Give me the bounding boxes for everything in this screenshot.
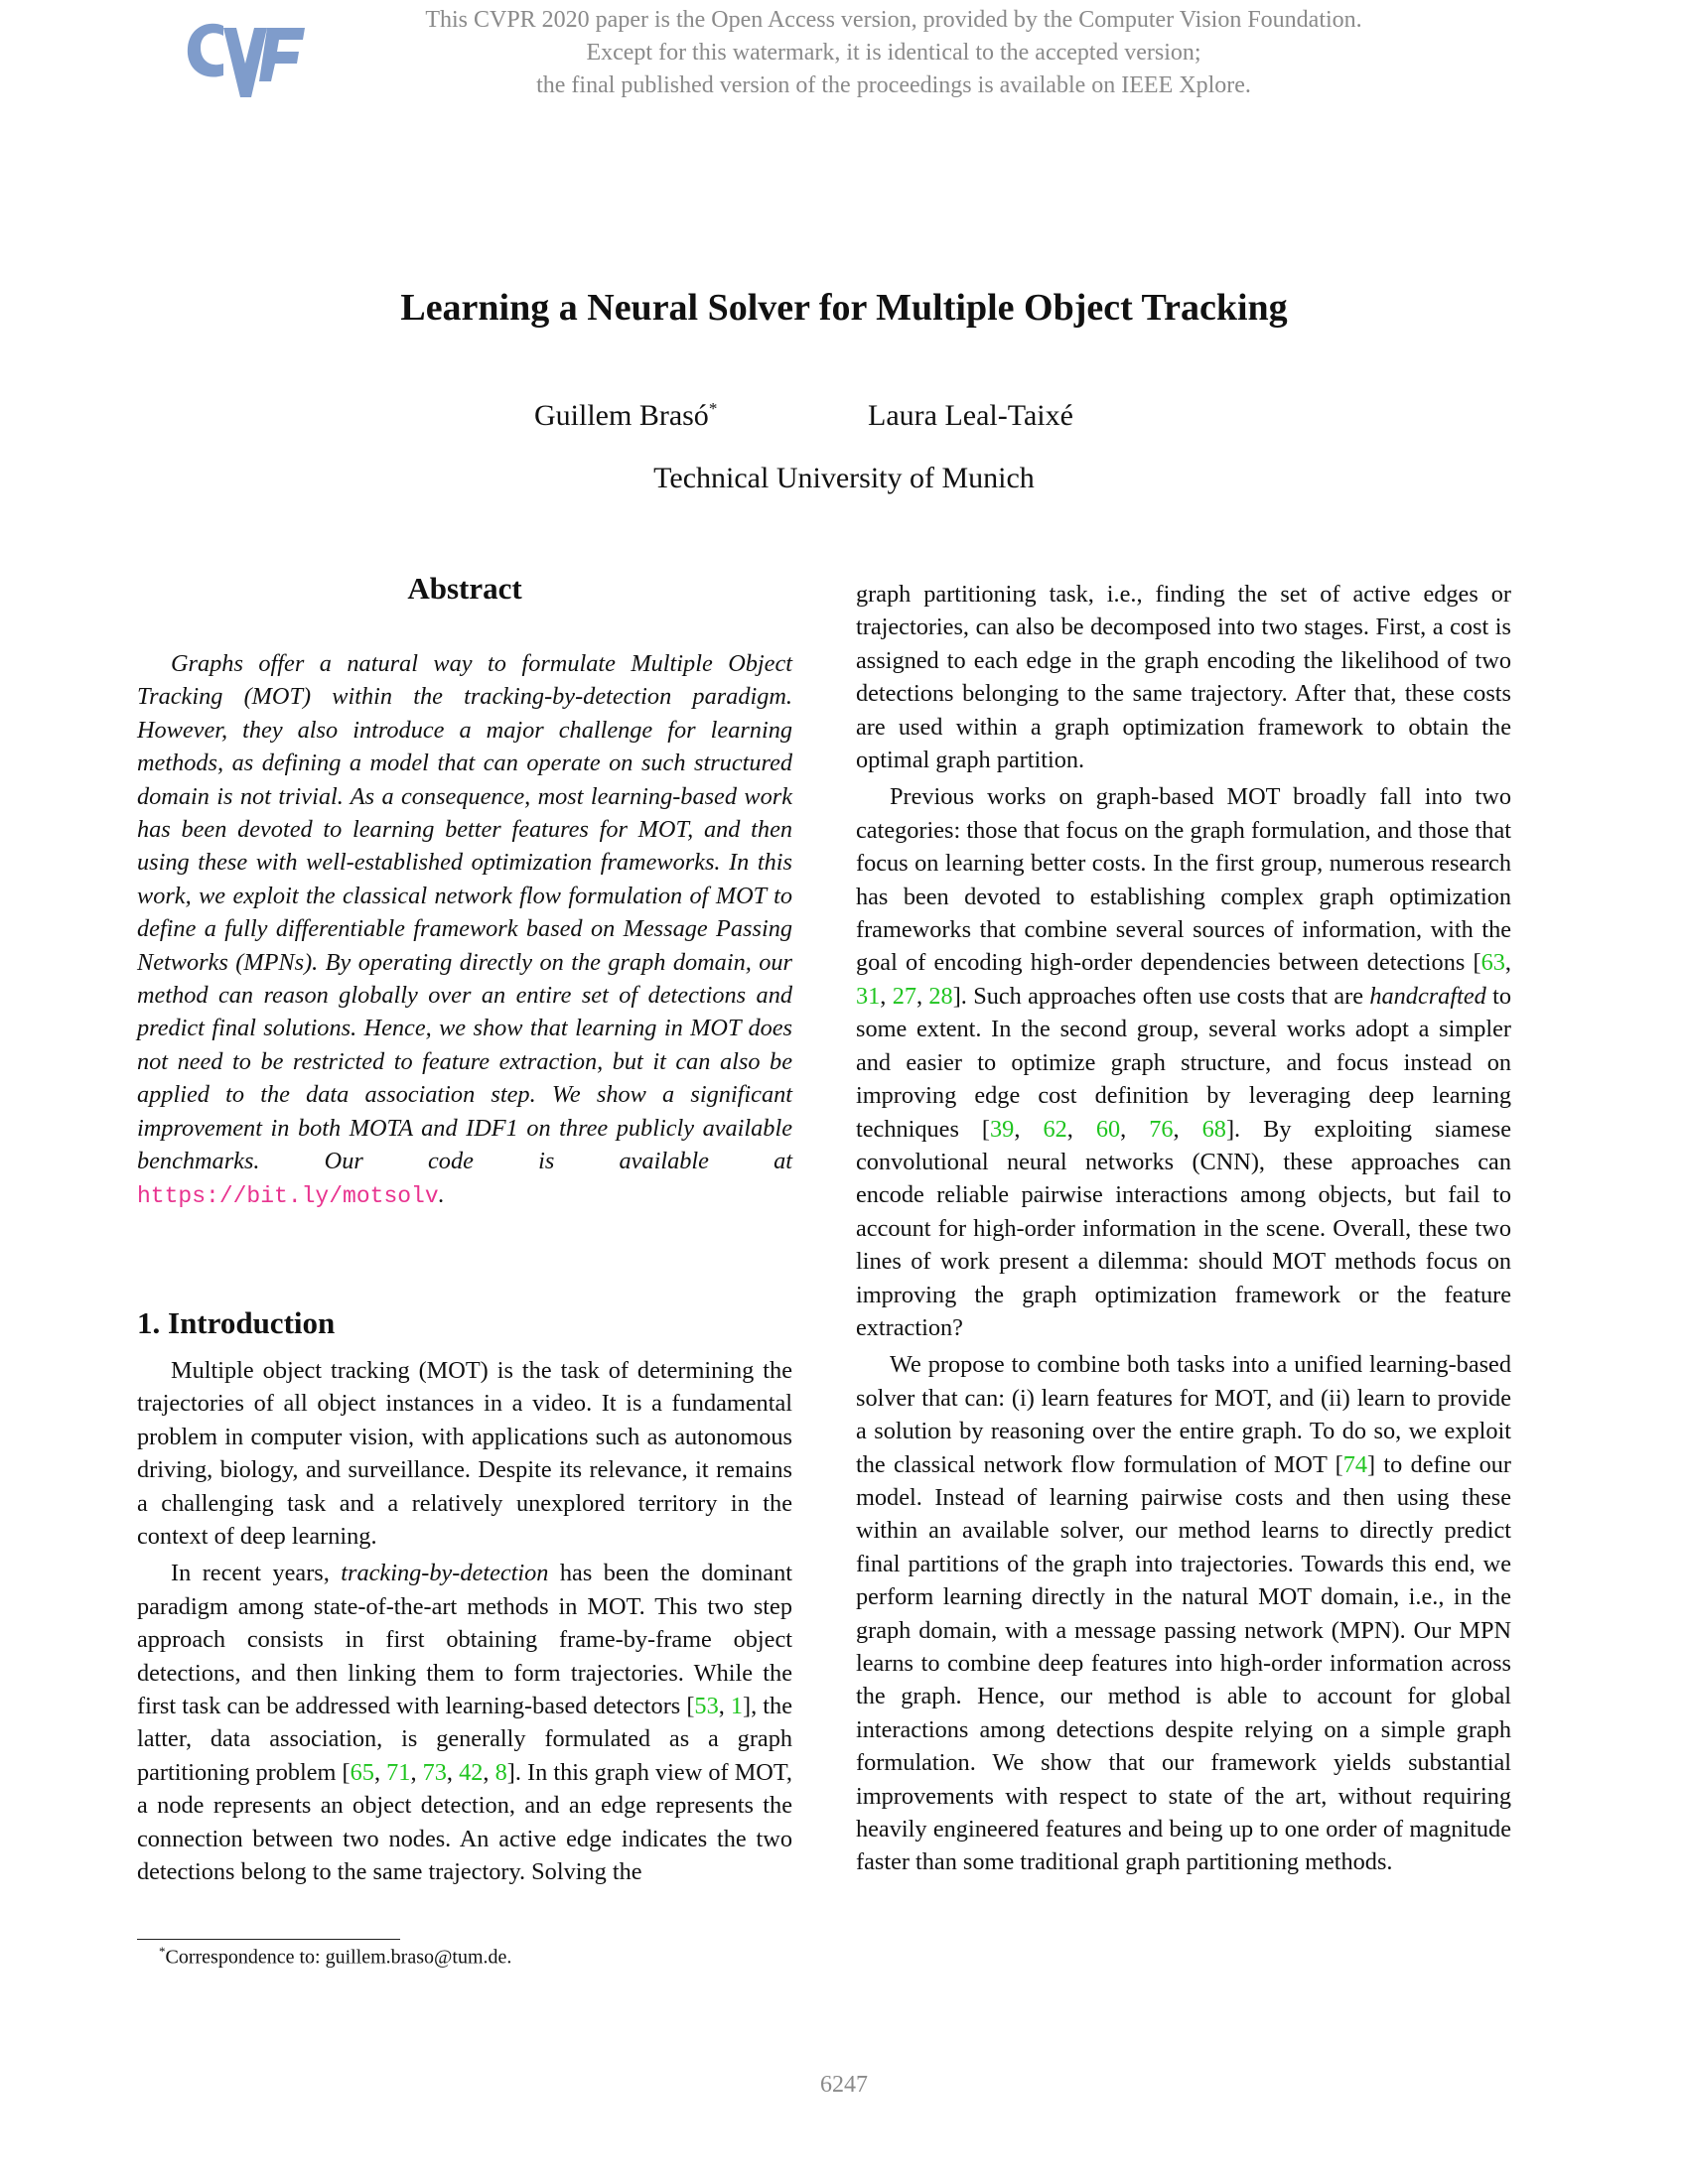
cvf-logo: [184, 12, 308, 101]
citation-link[interactable]: 74: [1342, 1450, 1368, 1478]
abstract-end: .: [438, 1180, 445, 1208]
intro-right-column: [856, 578, 1511, 1879]
affiliation: Technical University of Munich: [653, 462, 1035, 494]
citation-link[interactable]: 53: [694, 1693, 719, 1720]
footnote-mark: *: [159, 1944, 166, 1959]
citation-link[interactable]: 60: [1095, 1115, 1121, 1143]
watermark-line: the final published version of the proceedings is available on IEEE Xplore.: [536, 72, 1251, 98]
footnote-rule: [137, 1939, 400, 1940]
citation-link[interactable]: 68: [1201, 1115, 1226, 1143]
section-heading-introduction: 1. Introduction: [137, 1305, 336, 1340]
citation-link[interactable]: 28: [928, 982, 953, 1010]
watermark-line: This CVPR 2020 paper is the Open Access version, provided by the Computer Vision Foundation.: [425, 7, 1362, 33]
author-name: Laura Leal-Taixé: [868, 399, 1073, 432]
citation-link[interactable]: 65: [350, 1758, 374, 1786]
emphasis: tracking-by-detection: [341, 1560, 549, 1587]
intro-left-column: [137, 1354, 792, 1889]
code-link[interactable]: https://bit.ly/motsolv: [137, 1182, 439, 1209]
emphasis: handcrafted: [1369, 982, 1486, 1010]
citation-link[interactable]: 1: [730, 1693, 744, 1720]
citation-link[interactable]: 76: [1149, 1115, 1174, 1143]
citation-link[interactable]: 39: [990, 1115, 1015, 1143]
paragraph: graph partitioning task, i.e., finding the set of active edges or trajectories, can also be decomposed into two stages. First, a cost is assigned to each edge in the graph encoding the likelihood of two detections belonging to the same trajectory. After that, these costs are used within a graph optimization framework to obtain the optimal graph partition.: [856, 581, 1511, 774]
footnote: [159, 1944, 511, 1970]
citation-link[interactable]: 73: [422, 1758, 447, 1786]
abstract-heading: Abstract: [407, 571, 522, 606]
author-mark: *: [708, 399, 718, 418]
page-number: 6247: [820, 2072, 868, 2098]
paragraph: We propose to combine both tasks into a unified learning-based solver that can: (i) learn features for MOT, and (ii) learn to provide a solution by reasoning over the entire graph. To do so, we exploit the classical network flow formulation of MOT [74] to define our model. Instead of learning pairwise costs and then using these within an available solver, our method learns to directly predict final partitions of the graph into trajectories. Towards this end, we perform learning directly in the natural MOT domain, i.e., in the graph domain, with a message passing network (MPN). Our MPN learns to combine deep features into high-order information across the graph. Hence, our method is able to account for global interactions among detections despite relying on a simple graph formulation. We show that our framework yields substantial improvements with respect to state of the art, without requiring heavily engineered features and being up to one order of magnitude faster than some traditional graph partitioning methods.: [856, 1351, 1511, 1876]
logo-text: CVF: [184, 12, 186, 13]
paragraph: Multiple object tracking (MOT) is the task of determining the trajectories of all object instances in a video. It is a fundamental problem in computer vision, with applications such as autonomous driving, biology, and surveillance. Despite its relevance, it remains a challenging task and a relatively unexplored territory in the context of deep learning.: [137, 1357, 792, 1551]
paper-title: Learning a Neural Solver for Multiple Object Tracking: [400, 287, 1288, 329]
citation-link[interactable]: 31: [856, 982, 881, 1010]
abstract-body: [137, 647, 792, 1213]
watermark-line: Except for this watermark, it is identical to the accepted version;: [586, 40, 1201, 66]
author-2: [868, 399, 1073, 433]
abstract-text: Graphs offer a natural way to formulate Multiple Object Tracking (MOT) within the tracking-by-detection paradigm. However, they also introduce a major challenge for learning methods, as defining a model that can operate on such structured domain is not trivial. As a consequence, most learning-based work has been devoted to learning better features for MOT, and then using these with well-established optimization frameworks. In this work, we exploit the classical network flow formulation of MOT to define a fully differentiable framework based on Message Passing Networks (MPNs). By operating directly on the graph domain, our method can reason globally over an entire set of detections and predict final solutions. Hence, we show that learning in MOT does not need to be restricted to feature extraction, but it can also be applied to the data association step. We show a significant improvement in both MOTA and IDF1 on three publicly available benchmarks. Our code is available at: [137, 650, 792, 1175]
paragraph: In recent years, tracking-by-detection has been the dominant paradigm among state-of-the-art methods in MOT. This two step approach consists in first obtaining frame-by-frame object detections, and then linking them to form trajectories. While the first task can be addressed with learning-based detectors [53, 1], the latter, data association, is generally formulated as a graph partitioning problem [65, 71, 73, 42, 8]. In this graph view of MOT, a node represents an object detection, and an edge represents the connection between two nodes. An active edge indicates the two detections belong to the same trajectory. Solving the: [137, 1560, 792, 1886]
author-name: Guillem Brasó: [534, 399, 709, 432]
citation-link[interactable]: 8: [494, 1758, 507, 1786]
footnote-text: Correspondence to: guillem.braso@tum.de.: [165, 1946, 512, 1969]
citation-link[interactable]: 62: [1043, 1115, 1067, 1143]
citation-link[interactable]: 71: [386, 1758, 411, 1786]
author-1: [534, 399, 717, 433]
citation-link[interactable]: 27: [892, 982, 916, 1010]
citation-link[interactable]: 42: [459, 1758, 484, 1786]
citation-link[interactable]: 63: [1480, 949, 1505, 977]
paragraph: Previous works on graph-based MOT broadly fall into two categories: those that focus on the graph formulation, and those that focus on learning better costs. In the first group, numerous research has been devoted to establishing complex graph optimization frameworks that combine several sources of information, with the goal of encoding high-order dependencies between detections [63, 31, 27, 28]. Such approaches often use costs that are handcrafted to some extent. In the second group, several works adopt a simpler and easier to optimize graph structure, and focus instead on improving edge cost definition by leveraging deep learning techniques [39, 62, 60, 76, 68]. By exploiting siamese convolutional neural networks (CNN), these approaches can encode reliable pairwise interactions among objects, but fail to account for high-order information in the scene. Overall, these two lines of work present a dilemma: should MOT methods focus on improving the graph optimization framework or the feature extraction?: [856, 783, 1511, 1341]
watermark: [348, 4, 1440, 102]
